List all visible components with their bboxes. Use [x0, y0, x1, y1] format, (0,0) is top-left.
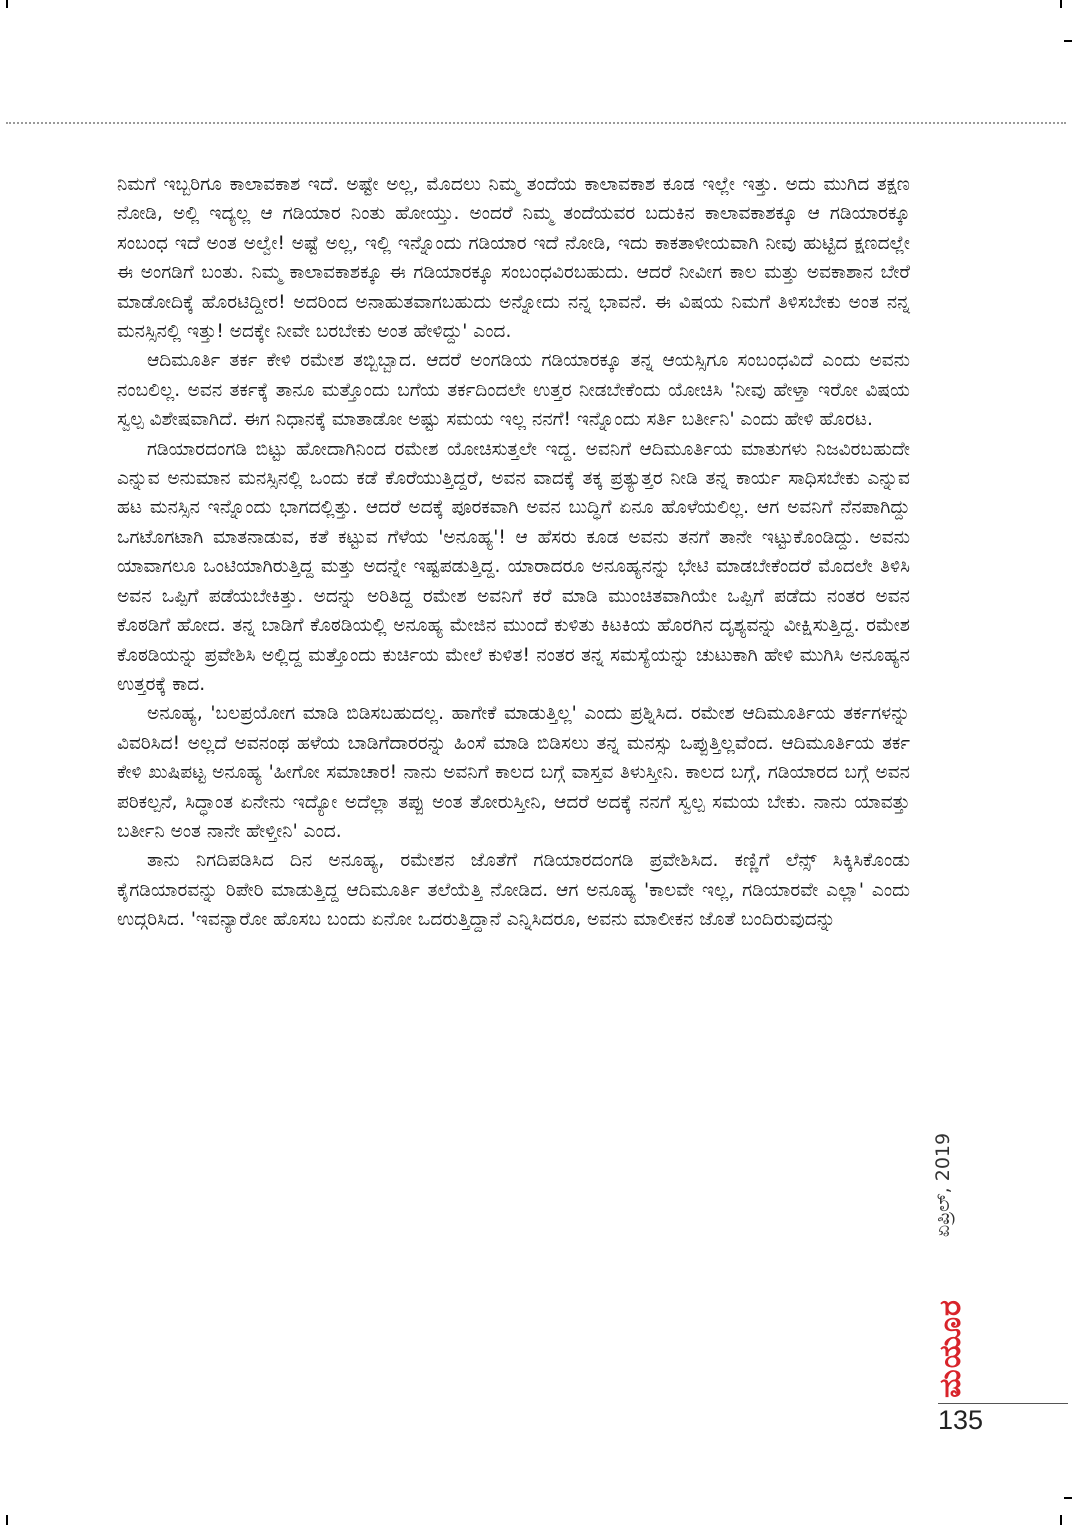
- magazine-name: [930, 1285, 970, 1411]
- crop-mark-right-lower: [1064, 1497, 1072, 1499]
- magazine-name-text: ಮಯೂರ: [932, 1298, 968, 1398]
- paragraph-4: ಅನೂಹ್ಯ, 'ಬಲಪ್ರಯೋಗ ಮಾಡಿ ಬಿಡಿಸಬಹುದಲ್ಲ. ಹಾಗೇಕೆ ಮಾಡುತ್ತಿಲ್ಲ' ಎಂದು ಪ್ರಶ್ನಿಸಿದ. ರಮೇಶ ಆದಿಮೂರ್ತಿಯ ತರ್ಕಗಳನ್ನು ವಿವರಿಸಿದ! ಅಲ್ಲದೆ ಅವನಂಥ ಹಳೆಯ ಬಾಡಿಗೆದಾರರನ್ನು ಹಿಂಸೆ ಮಾಡಿ ಬಿಡಿಸಲು ತನ್ನ ಮನಸ್ಸು ಒಪ್ಪುತ್ತಿಲ್ಲವೆಂದ. ಆದಿಮೂರ್ತಿಯ ತರ್ಕ ಕೇಳಿ ಖುಷಿಪಟ್ಟ ಅನೂಹ್ಯ 'ಹೀಗೋ ಸಮಾಚಾರ! ನಾನು ಅವನಿಗೆ ಕಾಲದ ಬಗ್ಗೆ ವಾಸ್ತವ ತಿಳುಸ್ತೀನಿ. ಕಾಲದ ಬಗ್ಗೆ, ಗಡಿಯಾರದ ಬಗ್ಗೆ ಅವನ ಪರಿಕಲ್ಪನೆ, ಸಿದ್ಧಾಂತ ಏನೇನು ಇದ್ಯೋ ಅದೆಲ್ಲಾ ತಪ್ಪು ಅಂತ ತೋರುಸ್ತೀನಿ, ಆದರೆ ಅದಕ್ಕೆ ನನಗೆ ಸ್ವಲ್ಪ ಸಮಯ ಬೇಕು. ನಾನು ಯಾವತ್ತು ಬರ್ತೀನಿ ಅಂತ ನಾನೇ ಹೇಳ್ತೀನಿ' ಎಂದ.: [117, 703, 910, 842]
- issue-date-text: ಏಪ್ರಿಲ್, 2019: [932, 1132, 955, 1237]
- page-number: 135: [938, 1405, 984, 1435]
- paragraph-5: ತಾನು ನಿಗದಿಪಡಿಸಿದ ದಿನ ಅನೂಹ್ಯ, ರಮೇಶನ ಜೊತೆಗೆ ಗಡಿಯಾರದಂಗಡಿ ಪ್ರವೇಶಿಸಿದ. ಕಣ್ಣಿಗೆ ಲೆನ್ಸ್ ಸಿಕ್ಕಿಸಿಕೊಂಡು ಕೈಗಡಿಯಾರವನ್ನು ರಿಪೇರಿ ಮಾಡುತ್ತಿದ್ದ ಆದಿಮೂರ್ತಿ ತಲೆಯೆತ್ತಿ ನೋಡಿದ. ಆಗ ಅನೂಹ್ಯ 'ಕಾಲವೇ ಇಲ್ಲ, ಗಡಿಯಾರವೇ ಎಲ್ಲಾ' ಎಂದು ಉದ್ಗರಿಸಿದ. 'ಇವನ್ಯಾರೋ ಹೊಸಬ ಬಂದು ಏನೋ ಒದರುತ್ತಿದ್ದಾನೆ ಎನ್ನಿಸಿದರೂ, ಅವನು ಮಾಲೀಕನ ಜೊತೆ ಬಂದಿರುವುದನ್ನು: [117, 850, 910, 931]
- paragraph-1: ನಿಮಗೆ ಇಬ್ಬರಿಗೂ ಕಾಲಾವಕಾಶ ಇದೆ. ಅಷ್ಟೇ ಅಲ್ಲ, ಮೊದಲು ನಿಮ್ಮ ತಂದೆಯ ಕಾಲಾವಕಾಶ ಕೂಡ ಇಲ್ಲೇ ಇತ್ತು. ಅದು ಮುಗಿದ ತಕ್ಷಣ ನೋಡಿ, ಅಲ್ಲಿ ಇದ್ಯಲ್ಲ ಆ ಗಡಿಯಾರ ನಿಂತು ಹೋಯ್ತು. ಅಂದರೆ ನಿಮ್ಮ ತಂದೆಯವರ ಬದುಕಿನ ಕಾಲಾವಕಾಶಕ್ಕೂ ಆ ಗಡಿಯಾರಕ್ಕೂ ಸಂಬಂಧ ಇದೆ ಅಂತ ಅಲ್ವೇ! ಅಷ್ಟೆ ಅಲ್ಲ, ಇಲ್ಲಿ ಇನ್ನೊಂದು ಗಡಿಯಾರ ಇದೆ ನೋಡಿ, ಇದು ಕಾಕತಾಳೀಯವಾಗಿ ನೀವು ಹುಟ್ಟಿದ ಕ್ಷಣದಲ್ಲೇ ಈ ಅಂಗಡಿಗೆ ಬಂತು. ನಿಮ್ಮ ಕಾಲಾವಕಾಶಕ್ಕೂ ಈ ಗಡಿಯಾರಕ್ಕೂ ಸಂಬಂಧವಿರಬಹುದು. ಆದರೆ ನೀವೀಗ ಕಾಲ ಮತ್ತು ಅವಕಾಶಾನ ಬೇರೆ ಮಾಡೋದಿಕ್ಕೆ ಹೊರಟಿದ್ದೀರ! ಅದರಿಂದ ಅನಾಹುತವಾಗಬಹುದು ಅನ್ನೋದು ನನ್ನ ಭಾವನೆ. ಈ ವಿಷಯ ನಿಮಗೆ ತಿಳಿಸಬೇಕು ಅಂತ ನನ್ನ ಮನಸ್ಸಿನಲ್ಲಿ ಇತ್ತು! ಅದಕ್ಕೇ ನೀವೇ ಬರಬೇಕು ಅಂತ ಹೇಳಿದ್ದು' ಎಂದ.: [117, 174, 911, 343]
- issue-date: [921, 1107, 965, 1262]
- crop-mark-right-upper: [1064, 40, 1072, 42]
- crop-mark-bottom-right: [1060, 1515, 1062, 1525]
- crop-mark-top-right: [1060, 0, 1062, 8]
- folio-rule: [938, 1403, 1068, 1404]
- article-body: [117, 170, 910, 935]
- crop-mark-top-left: [6, 0, 8, 8]
- header-dotted-rule: [6, 122, 1066, 124]
- paragraph-2: ಆದಿಮೂರ್ತಿ ತರ್ಕ ಕೇಳಿ ರಮೇಶ ತಬ್ಬಿಬ್ಬಾದ. ಆದರೆ ಅಂಗಡಿಯ ಗಡಿಯಾರಕ್ಕೂ ತನ್ನ ಆಯಸ್ಸಿಗೂ ಸಂಬಂಧವಿದೆ ಎಂದು ಅವನು ನಂಬಲಿಲ್ಲ. ಅವನ ತರ್ಕಕ್ಕೆ ತಾನೂ ಮತ್ತೊಂದು ಬಗೆಯ ತರ್ಕದಿಂದಲೇ ಉತ್ತರ ನೀಡಬೇಕೆಂದು ಯೋಚಿಸಿ 'ನೀವು ಹೇಳ್ತಾ ಇರೋ ವಿಷಯ ಸ್ವಲ್ಪ ವಿಶೇಷವಾಗಿದೆ. ಈಗ ನಿಧಾನಕ್ಕೆ ಮಾತಾಡೋ ಅಷ್ಟು ಸಮಯ ಇಲ್ಲ ನನಗೆ! ಇನ್ನೊಂದು ಸರ್ತಿ ಬರ್ತೀನಿ' ಎಂದು ಹೇಳಿ ಹೊರಟ.: [117, 350, 910, 431]
- paragraph-3: ಗಡಿಯಾರದಂಗಡಿ ಬಿಟ್ಟು ಹೋದಾಗಿನಿಂದ ರಮೇಶ ಯೋಚಿಸುತ್ತಲೇ ಇದ್ದ. ಅವನಿಗೆ ಆದಿಮೂರ್ತಿಯ ಮಾತುಗಳು ನಿಜವಿರಬಹುದೇ ಎನ್ನುವ ಅನುಮಾನ ಮನಸ್ಸಿನಲ್ಲಿ ಒಂದು ಕಡೆ ಕೊರೆಯುತ್ತಿದ್ದರೆ, ಅವನ ವಾದಕ್ಕೆ ತಕ್ಕ ಪ್ರತ್ಯುತ್ತರ ನೀಡಿ ತನ್ನ ಕಾರ್ಯ ಸಾಧಿಸಬೇಕು ಎನ್ನುವ ಹಟ ಮನಸ್ಸಿನ ಇನ್ನೊಂದು ಭಾಗದಲ್ಲಿತ್ತು. ಆದರೆ ಅದಕ್ಕೆ ಪೂರಕವಾಗಿ ಅವನ ಬುದ್ಧಿಗೆ ಏನೂ ಹೊಳೆಯಲಿಲ್ಲ. ಆಗ ಅವನಿಗೆ ನೆನಪಾಗಿದ್ದು ಒಗಟೊಗಟಾಗಿ ಮಾತನಾಡುವ, ಕತೆ ಕಟ್ಟುವ ಗೆಳೆಯ 'ಅನೂಹ್ಯ'! ಆ ಹೆಸರು ಕೂಡ ಅವನು ತನಗೆ ತಾನೇ ಇಟ್ಟುಕೊಂಡಿದ್ದು. ಅವನು ಯಾವಾಗಲೂ ಒಂಟಿಯಾಗಿರುತ್ತಿದ್ದ ಮತ್ತು ಅದನ್ನೇ ಇಷ್ಟಪಡುತ್ತಿದ್ದ. ಯಾರಾದರೂ ಅನೂಹ್ಯನನ್ನು ಭೇಟಿ ಮಾಡಬೇಕೆಂದರೆ ಮೊದಲೇ ತಿಳಿಸಿ ಅವನ ಒಪ್ಪಿಗೆ ಪಡೆಯಬೇಕಿತ್ತು. ಅದನ್ನು ಅರಿತಿದ್ದ ರಮೇಶ ಅವನಿಗೆ ಕರೆ ಮಾಡಿ ಮುಂಚಿತವಾಗಿಯೇ ಒಪ್ಪಿಗೆ ಪಡೆದು ನಂತರ ಅವನ ಕೊಠಡಿಗೆ ಹೋದ. ತನ್ನ ಬಾಡಿಗೆ ಕೊಠಡಿಯಲ್ಲಿ ಅನೂಹ್ಯ ಮೇಜಿನ ಮುಂದೆ ಕುಳಿತು ಕಿಟಕಿಯ ಹೊರಗಿನ ದೃಶ್ಯವನ್ನು ವೀಕ್ಷಿಸುತ್ತಿದ್ದ. ರಮೇಶ ಕೊಠಡಿಯನ್ನು ಪ್ರವೇಶಿಸಿ ಅಲ್ಲಿದ್ದ ಮತ್ತೊಂದು ಕುರ್ಚಿಯ ಮೇಲೆ ಕುಳಿತ! ನಂತರ ತನ್ನ ಸಮಸ್ಯೆಯನ್ನು ಚುಟುಕಾಗಿ ಹೇಳಿ ಮುಗಿಸಿ ಅನೂಹ್ಯನ ಉತ್ತರಕ್ಕೆ ಕಾದ.: [117, 438, 910, 695]
- crop-mark-bottom-left: [6, 1515, 8, 1525]
